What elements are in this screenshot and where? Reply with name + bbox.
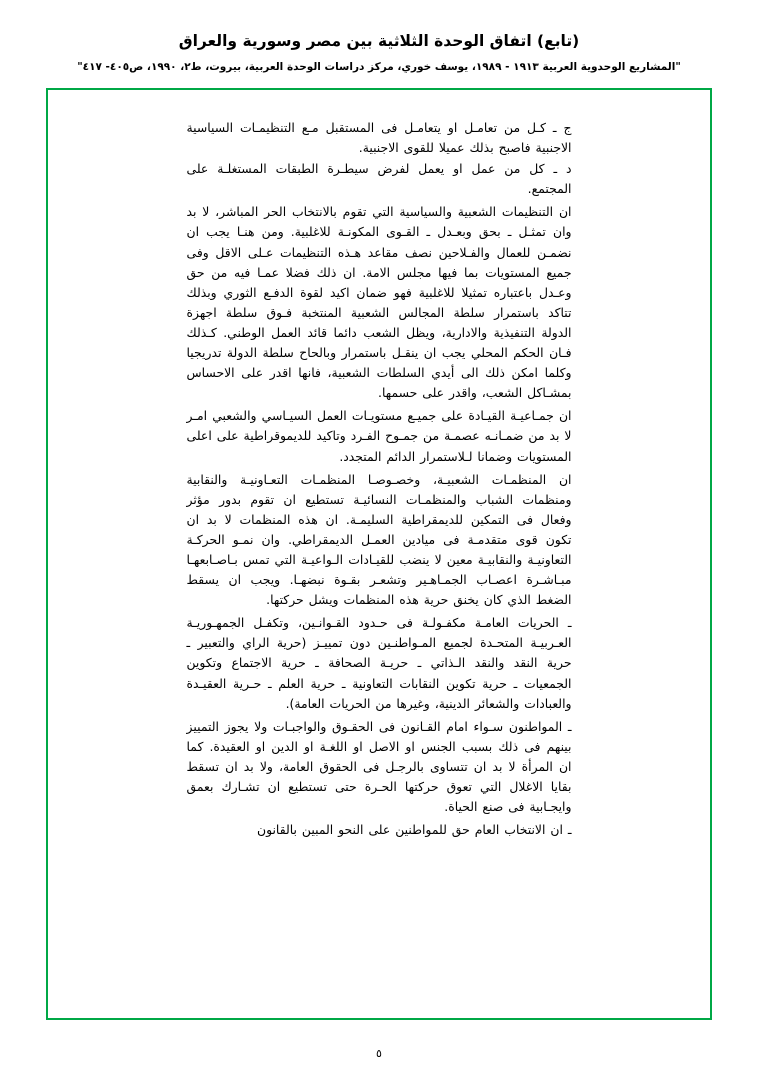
page-number: ٥ [376, 1047, 382, 1060]
paragraph: ان التنظيمات الشعبية والسياسية التي تقوم بالانتخاب الحر المباشر، لا بد وان تمثـل ـ بحق وبعـدل ـ القـوى المكونـة للاغلبية. ومن هنـا يجب ان نضمـن للعمال والفـلاحين نصف مقاعد هـذه التنظيمات عـلى الاقل وفى جميع المستويات بما فيها مجلس الامة. ان ذلك فضلا عمـا فيه من حق وعـدل باعتباره تمثيلا للاغلبية فهو ضمان اكيد لقوة الدفـع الثوري وبذلك تتاكد باستمرار سلطة المجالس الشعبية المنتخبة فـوق سلطة اجهزة الدولة التنفيذية والادارية، ويظل الشعب دائما قائد العمل الوطني. كـذلك فـان الحكم المحلي يجب ان ينقـل باستمرار وبالحاح سلطة الدولة تدريجيا وكلما امكن ذلك الى أيدي السلطات الشعبية، فانها اقدر على الاحساس بمشـاكل الشعب، واقدر على حسمها. [186, 204, 572, 401]
paragraph: ـ المواطنون سـواء امام القـانون فى الحقـوق والواجبـات ولا يجوز التمييز بينهم فى ذلك بسبب الجنس او الاصل او اللغـة او الدين او العقيدة. كما ان المرأة لا بد ان تتساوى بالرجـل فى الحقوق العامة، ولا بد ان تسقط بقايا الاغلال التي تعوق حركتها الحـرة حتى تستطيع ان تشـارك بعمق وايجـابية فى صنع الحياة. [186, 718, 572, 815]
paragraph: د ـ كل من عمل او يعمل لفرض سيطـرة الطبقات المستغلـة على المجتمع. [186, 161, 572, 197]
page-title: (تابع) اتفاق الوحدة الثلاثية بين مصر وسورية والعراق [178, 32, 580, 50]
paragraph: ان جمـاعيـة القيـادة على جميـع مستويـات العمل السيـاسي والشعبي امـر لا بد من ضمـانـه عصمـة من جمـوح الفـرد وتاكيد للديموقراطية على اعلى المستويات وضمانا لـلاستمرار الدائم المتجدد. [186, 408, 572, 464]
paragraph: ج ـ كـل من تعامـل او يتعامـل فى المستقبل مـع التنظيمـات السياسية الاجنبية فاصبح بذلك عميلا للقوى الاجنبية. [186, 120, 572, 156]
paragraph: ـ الحريات العامـة مكفـولـة فى حـدود القـوانـين، وتكفـل الجمهـوريـة العـربيـة المتحـدة لجميع المـواطنـين دون تمييـز (حرية الراي والتعبير ـ حرية النقد والنقد الـذاتي ـ حريـة الصحافة ـ حرية الاجتماع وتكوين الجمعيات ـ حرية تكوين النقابات التعاونية ـ حرية العلم ـ حـرية العقيـدة والعبادات والشعائر الدينية، وغيرها من الحريات العامة). [186, 615, 572, 711]
document-header [0, 0, 758, 76]
paragraph: ـ ان الانتخاب العام حق للمواطنين على النحو المبين بالقانون [256, 822, 572, 838]
document-body [187, 90, 572, 840]
source-citation: "المشاريع الوحدوية العربية ١٩١٣ - ١٩٨٩، يوسف خوري، مركز دراسات الوحدة العربية، بيروت، ط٢، ١٩٩٠، ص٤٠٥- ٤١٧" [77, 61, 681, 74]
content-frame [46, 88, 712, 1020]
paragraph: ان المنظمـات الشعبيـة، وخصـوصـا المنظمـات التعـاونيـة والنقابية ومنظمات الشباب والمنظمـات النسائيـة تستطيع ان تقوم بدور مؤثر وفعال فى التمكين للديمقراطية السليمـة. ان هذه المنظمات لا بد ان تكون قوى متقدمـة فى ميادين العمـل الديمقراطي. وان نمـو الحركـة التعاونيـة والنقابيـة معين لا ينضب للقيـادات الـواعيـة التي تمس بـاصـابعهـا مبـاشـرة اعصـاب الجمـاهـير وتشعـر بقـوة نبضهـا. ويجب ان يسقط الضغط الذي كان يخنق حرية هذه المنظمات ويشل حركتها. [186, 471, 572, 608]
